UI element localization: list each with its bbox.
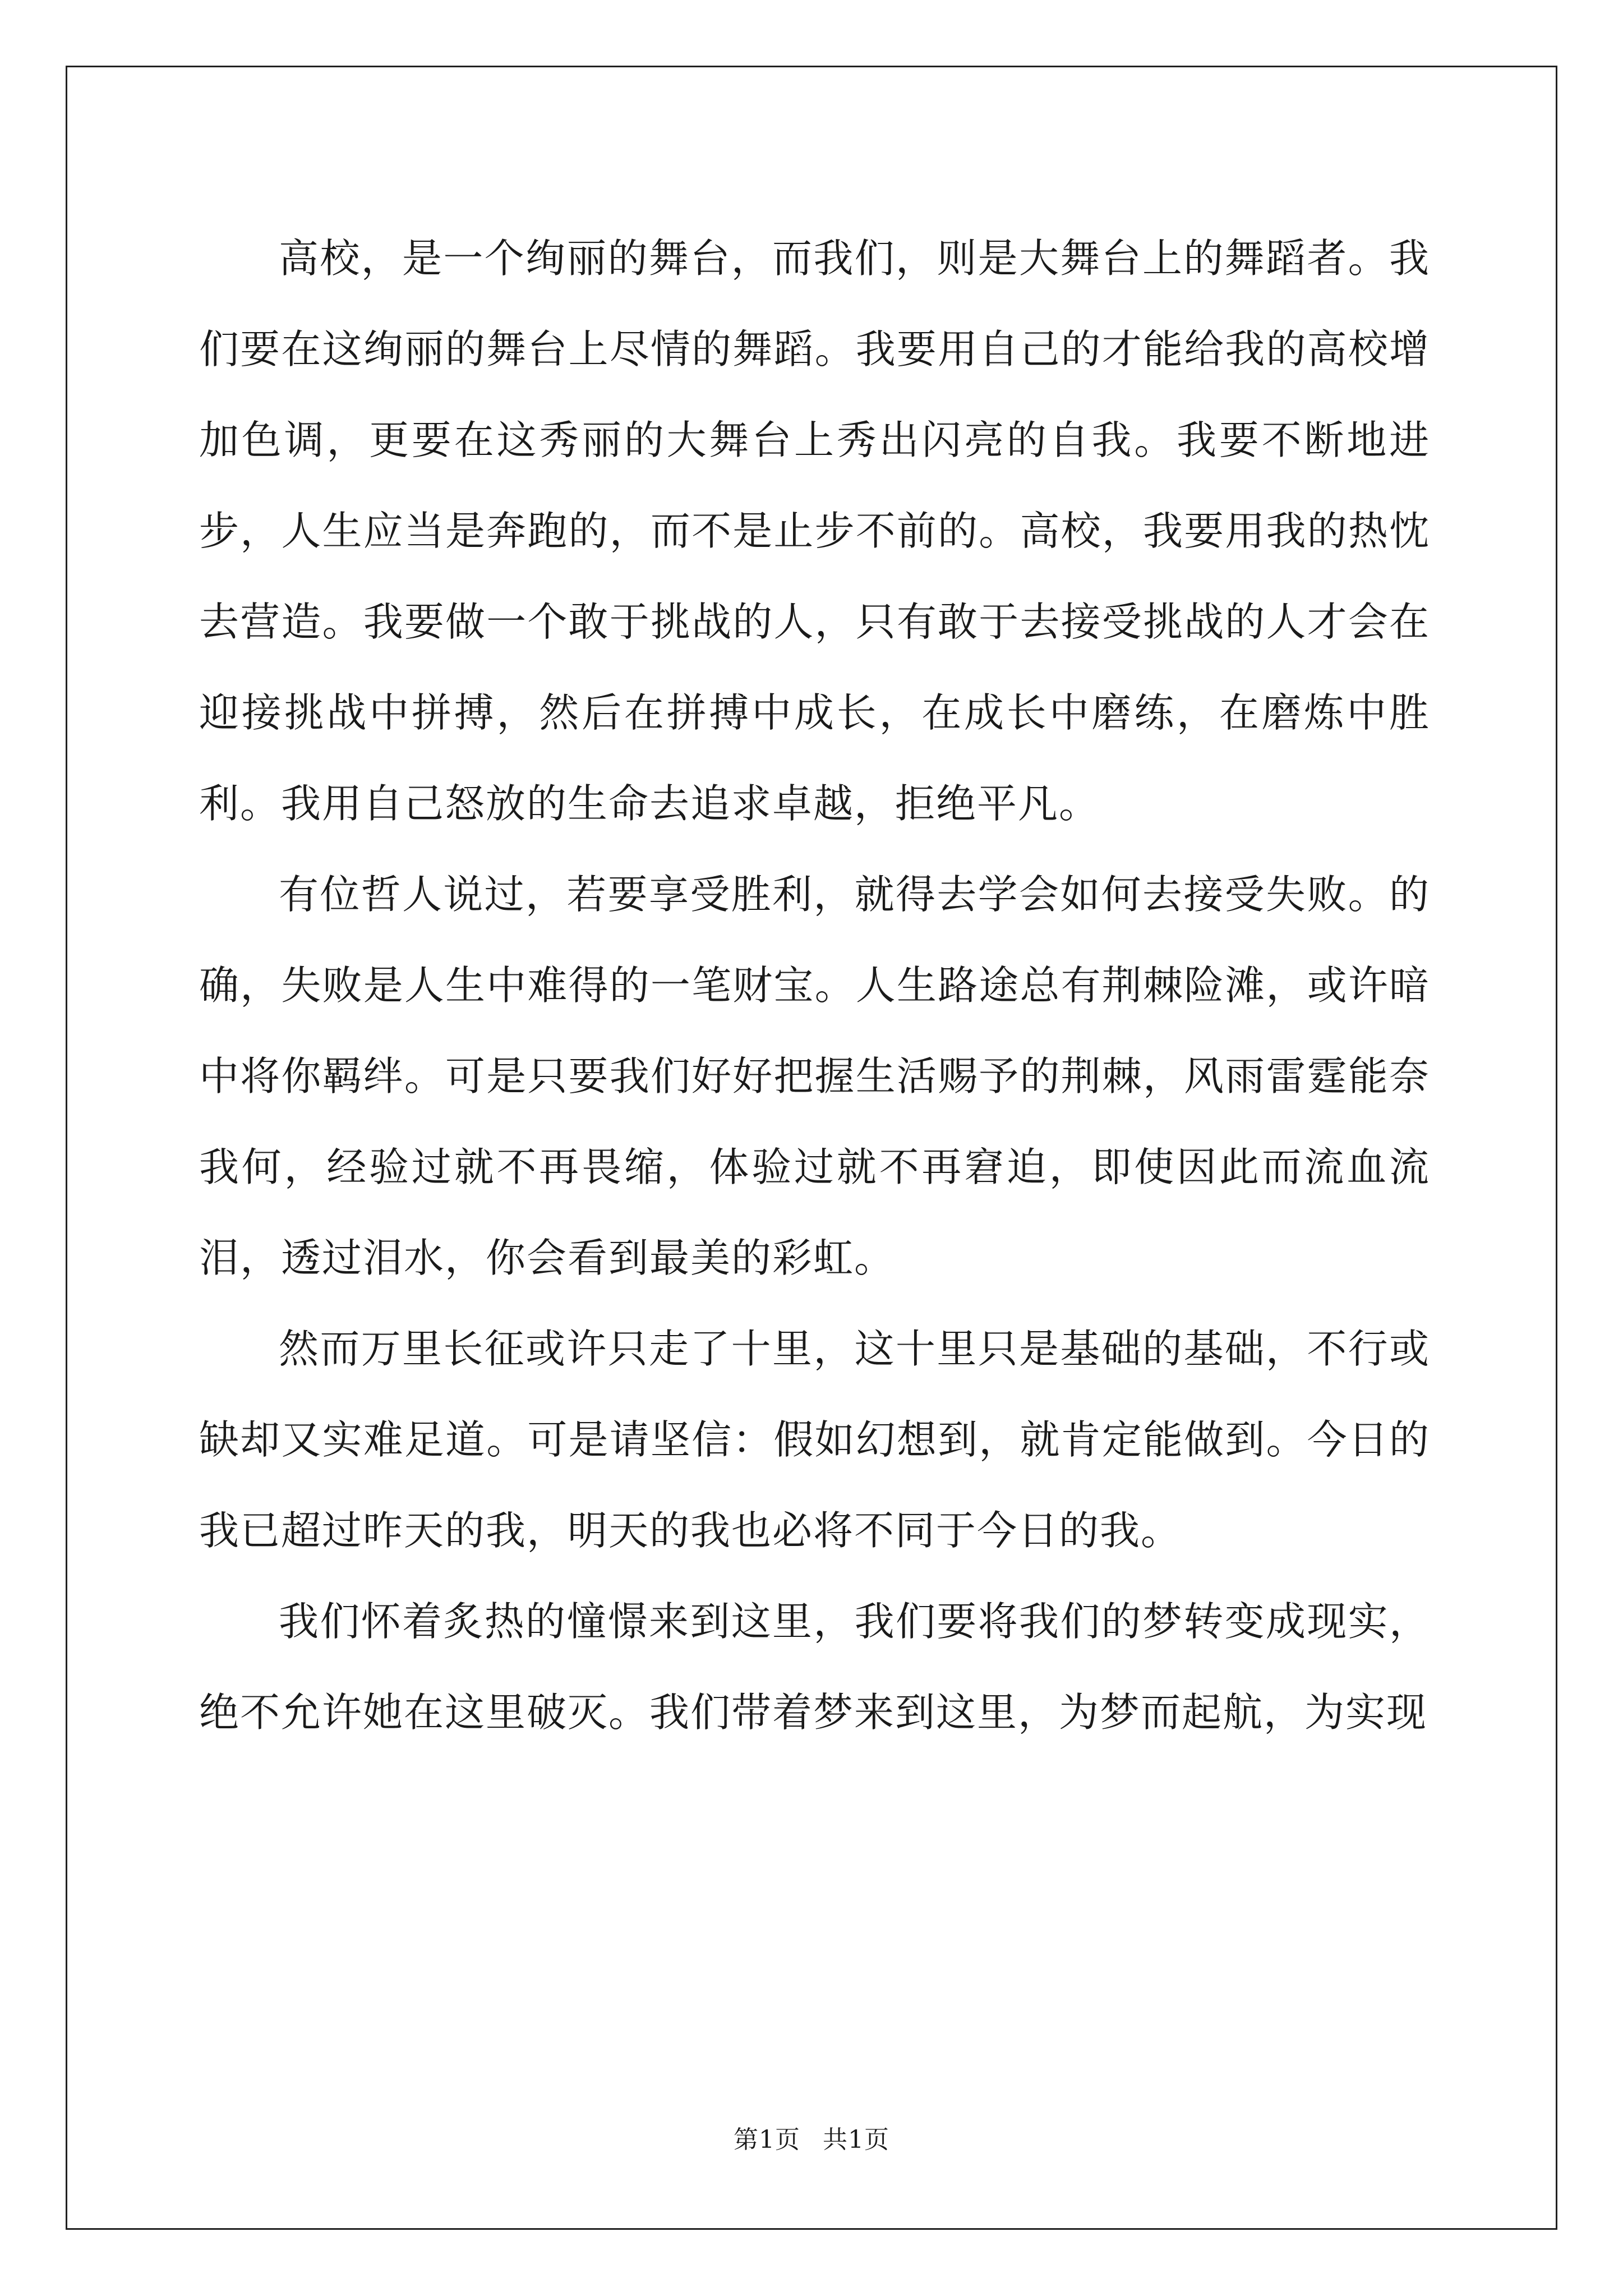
document-body — [199, 213, 1430, 1758]
paragraph: 高校，是一个绚丽的舞台，而我们，则是大舞台上的舞蹈者。我们要在这绚丽的舞台上尽情的舞蹈。我要用自己的才能给我的高校增加色调，更要在这秀丽的大舞台上秀出闪亮的自我。我要不断地进步，人生应当是奔跑的，而不是止步不前的。高校，我要用我的热忱去营造。我要做一个敢于挑战的人，只有敢于去接受挑战的人才会在迎接挑战中拼搏，然后在拼搏中成长，在成长中磨练，在磨炼中胜利。我用自己怒放的生命去追求卓越，拒绝平凡。 — [199, 235, 1430, 827]
paragraph: 有位哲人说过，若要享受胜利，就得去学会如何去接受失败。的确，失败是人生中难得的一笔财宝。人生路途总有荆棘险滩，或许暗中将你羁绊。可是只要我们好好把握生活赐予的荆棘，风雨雷霆能奈我何，经验过就不再畏缩，体验过就不再窘迫，即使因此而流血流泪，透过泪水，你会看到最美的彩虹。 — [199, 871, 1430, 1281]
page-number: 第1页 — [734, 2125, 800, 2154]
paragraph: 然而万里长征或许只走了十里，这十里只是基础的基础，不行或缺却又实难足道。可是请坚信：假如幻想到，就肯定能做到。今日的我已超过昨天的我，明天的我也必将不同于今日的我。 — [199, 1326, 1430, 1554]
page-total: 共1页 — [823, 2125, 889, 2154]
paragraph: 我们怀着炙热的憧憬来到这里，我们要将我们的梦转变成现实，绝不允许她在这里破灭。我们带着梦来到这里，为梦而起航，为实现 — [199, 1598, 1430, 1736]
page-footer — [0, 2119, 1623, 2155]
